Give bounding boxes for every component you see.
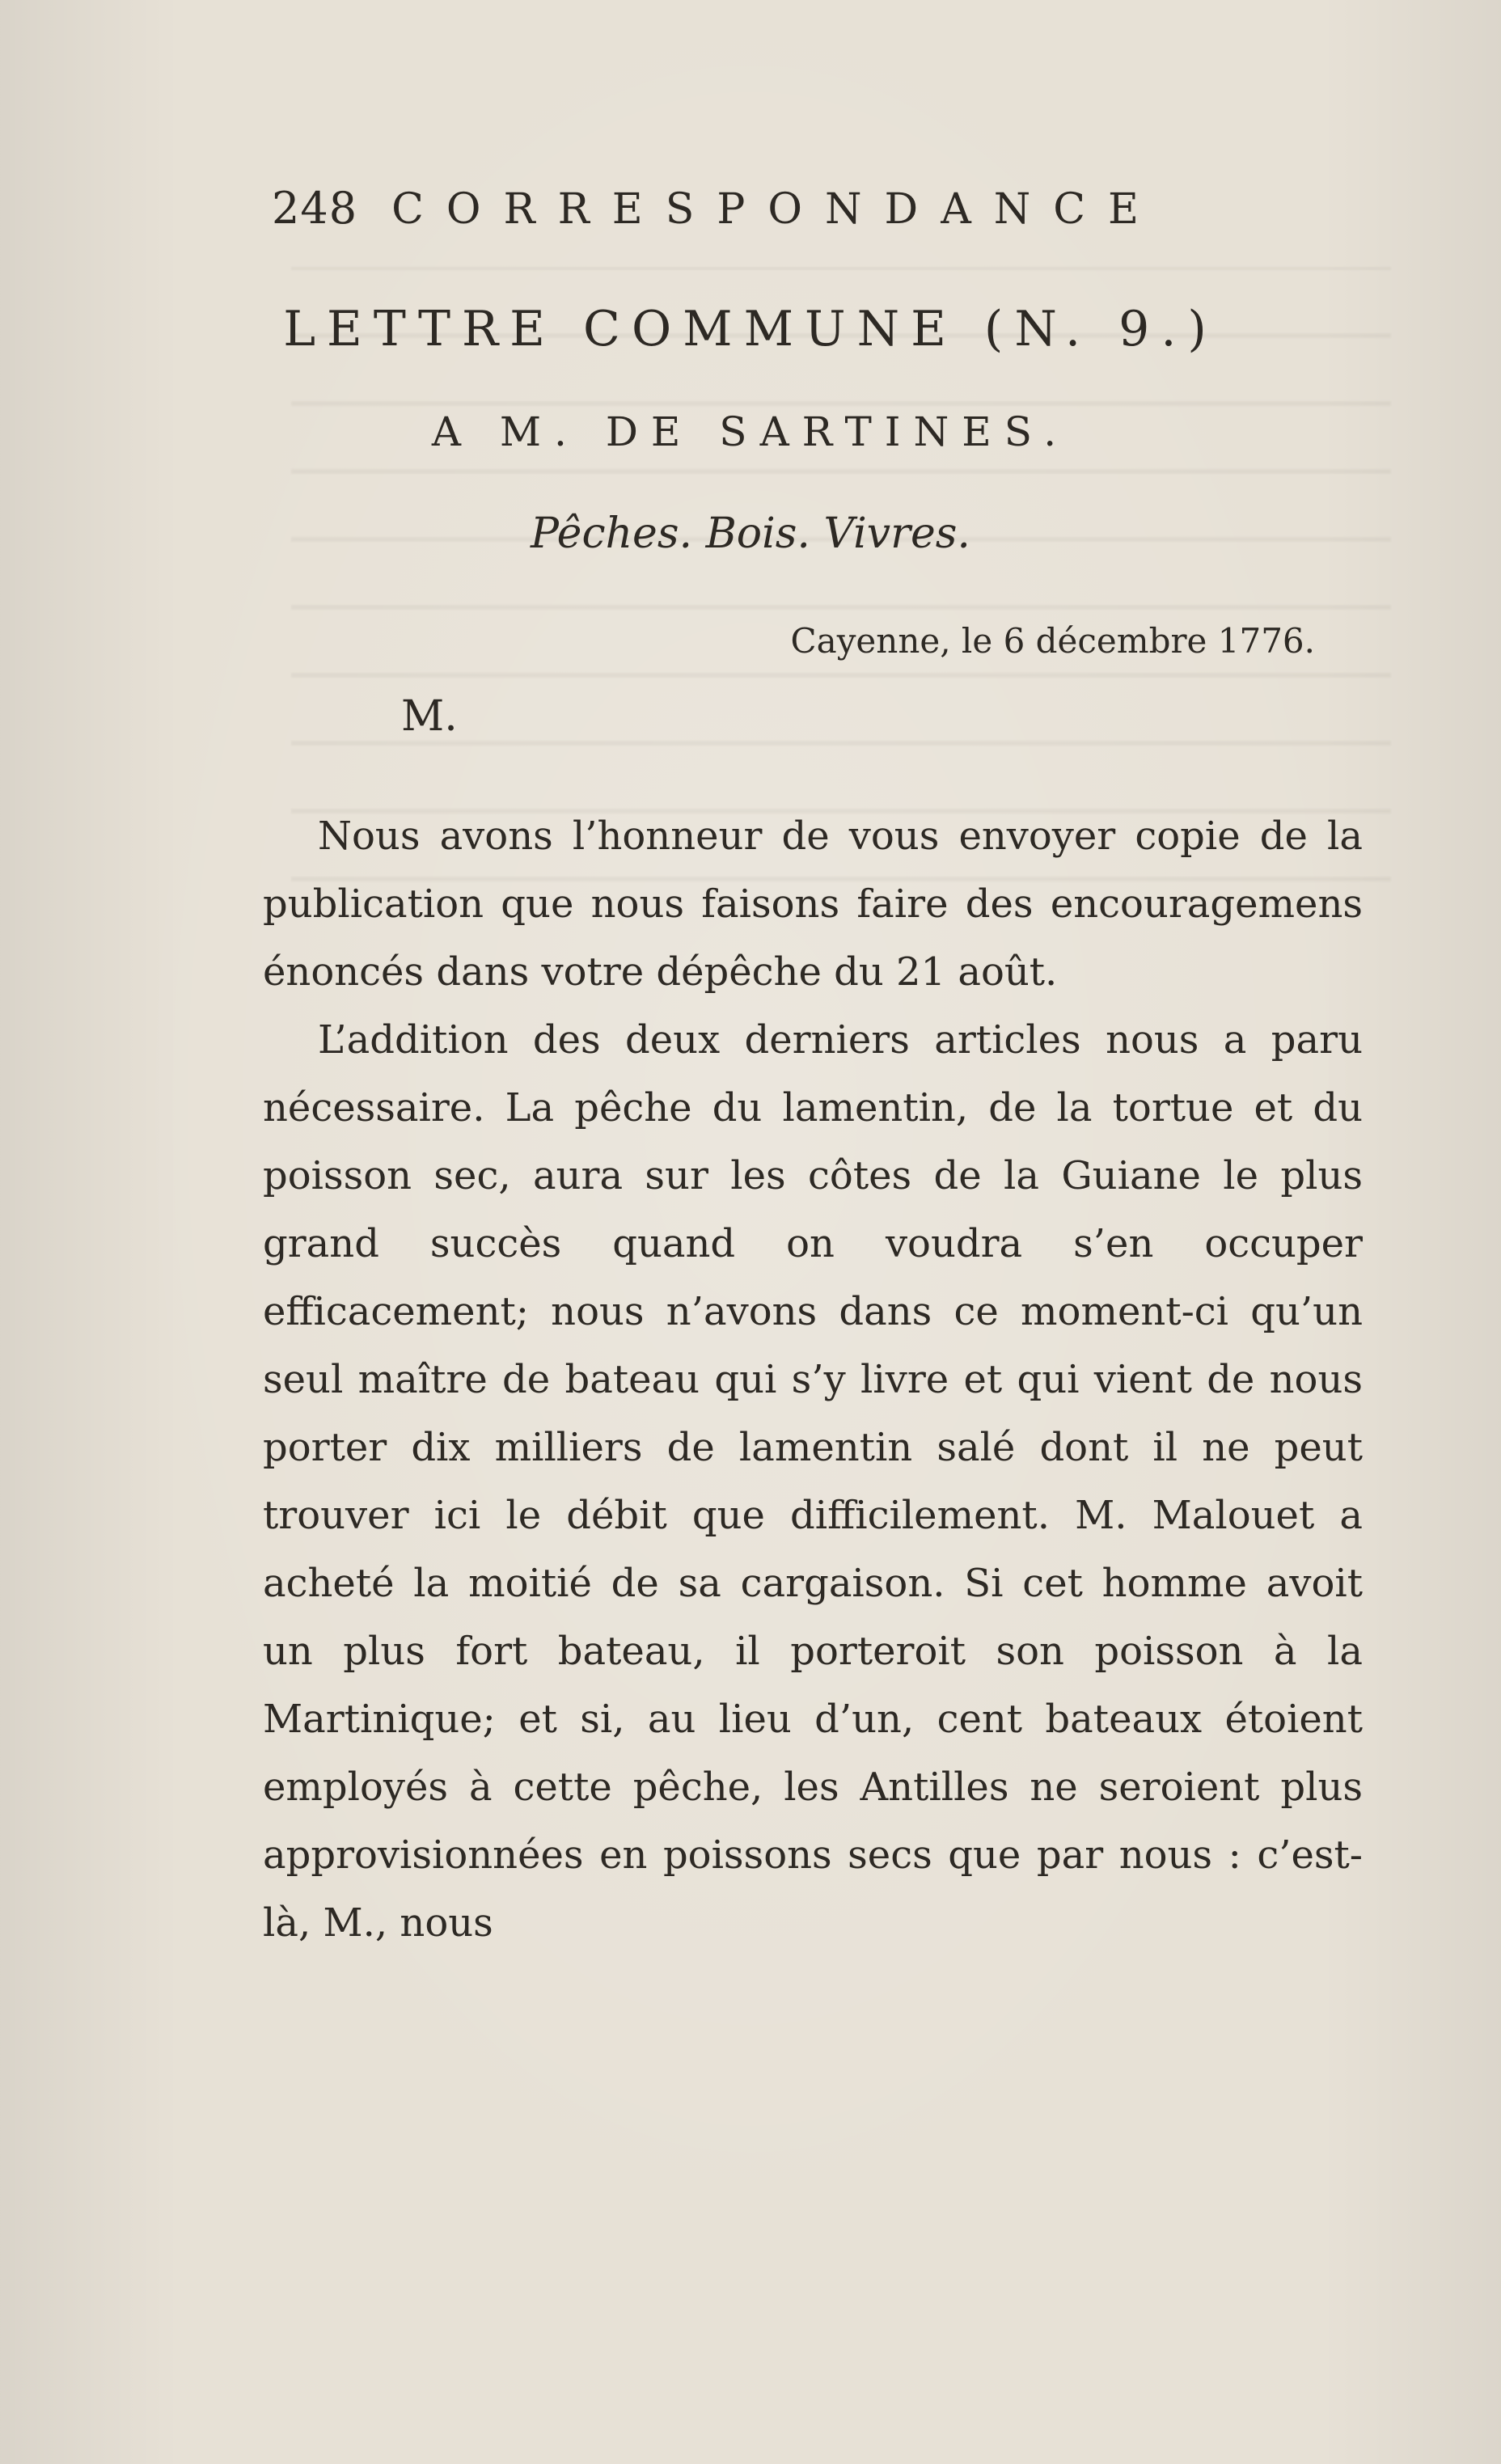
- running-title: CORRESPONDANCE: [391, 185, 1161, 234]
- letter-addressee: A M. DE SARTINES.: [431, 408, 1070, 455]
- letter-salutation: M.: [401, 692, 458, 741]
- letter-date-line: Cayenne, le 6 décembre 1776.: [790, 621, 1315, 661]
- page-header: [272, 183, 1242, 239]
- letter-subjects: Pêches. Bois. Vivres.: [531, 509, 970, 558]
- body-paragraph: Nous avons l’honneur de vous envoyer copie de la publication que nous faisons faire des encouragemens énoncés dans votre dépêche du 21 août.: [263, 814, 1363, 995]
- letter-title: LETTRE COMMUNE (N. 9.): [283, 301, 1218, 357]
- body-paragraph: L’addition des deux derniers articles nous a paru nécessaire. La pêche du lamentin, de la tortue et du poisson sec, aura sur les côtes de la Guiane le plus grand succès quand on voudra s’en occuper efficacement; nous n’avons dans ce moment-ci qu’un seul maître de bateau qui s’y livre et qui vient de nous porter dix milliers de lamentin salé dont il ne peut trouver ici le débit que difficilement. M. Malouet a acheté la moitié de sa cargaison. Si cet homme avoit un plus fort bateau, il porteroit son poisson à la Martinique; et si, au lieu d’un, cent bateaux étoient employés à cette pêche, les Antilles ne seroient plus approvisionnées en poissons secs que par nous : c’est-là, M., nous: [263, 1017, 1363, 1946]
- letter-body: [263, 802, 1363, 1957]
- page-number: 248: [272, 183, 358, 234]
